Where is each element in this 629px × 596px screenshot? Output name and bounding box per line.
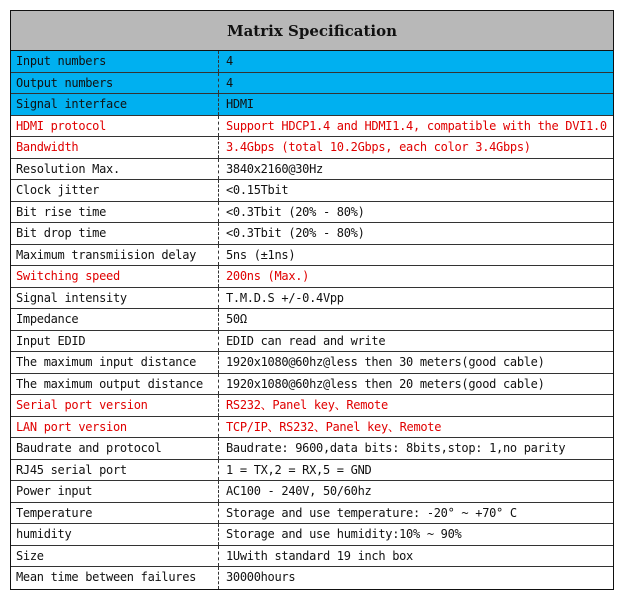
table-row: [11, 245, 613, 267]
spec-value-cell: 3.4Gbps (total 10.2Gbps, each color 3.4Gbps): [226, 140, 531, 154]
table-row: [11, 374, 613, 396]
table-row: [11, 503, 613, 525]
spec-name-cell: Switching speed: [11, 266, 219, 287]
table-row: [11, 51, 613, 73]
table-row: [11, 202, 613, 224]
table-body: [11, 51, 613, 589]
spec-name-cell: Bit rise time: [11, 202, 219, 223]
spec-name-cell: Temperature: [11, 503, 219, 524]
spec-value-cell: Storage and use humidity:10% ~ 90%: [226, 527, 462, 541]
spec-value-cell: <0.3Tbit (20% - 80%): [226, 204, 365, 219]
spec-value-cell: Storage and use temperature: -20° ~ +70° C: [226, 505, 517, 520]
table-row: [11, 116, 613, 138]
spec-name-cell: Maximum transmiision delay: [11, 245, 219, 266]
spec-name-cell: Input numbers: [11, 51, 219, 72]
spec-name-cell: humidity: [11, 524, 219, 545]
spec-name-cell: Size: [11, 546, 219, 567]
spec-value-cell: 4: [226, 75, 233, 90]
table-row: [11, 137, 613, 159]
table-row: [11, 94, 613, 116]
table-title: Matrix Specification: [11, 11, 613, 51]
spec-value-cell: HDMI: [226, 97, 254, 111]
spec-name-cell: HDMI protocol: [11, 116, 219, 137]
spec-name-cell: RJ45 serial port: [11, 460, 219, 481]
table-row: [11, 73, 613, 95]
specification-table: [10, 10, 614, 590]
table-row: [11, 331, 613, 353]
table-row: [11, 352, 613, 374]
spec-value-cell: Baudrate: 9600,data bits: 8bits,stop: 1,no parity: [226, 441, 566, 455]
table-row: [11, 524, 613, 546]
table-row: [11, 288, 613, 310]
spec-name-cell: Signal interface: [11, 94, 219, 115]
spec-value-cell: EDID can read and write: [226, 333, 386, 348]
table-row: [11, 180, 613, 202]
table-row: [11, 438, 613, 460]
table-row: [11, 417, 613, 439]
table-row: [11, 460, 613, 482]
table-row: [11, 223, 613, 245]
spec-value-cell: 5ns (±1ns): [226, 247, 296, 262]
spec-name-cell: Serial port version: [11, 395, 219, 416]
spec-value-cell: 200ns (Max.): [226, 269, 310, 283]
spec-name-cell: Signal intensity: [11, 288, 219, 309]
spec-name-cell: The maximum output distance: [11, 374, 219, 395]
spec-value-cell: 1920x1080@60hz@less then 30 meters(good cable): [226, 355, 545, 369]
spec-value-cell: T.M.D.S +/-0.4Vpp: [226, 290, 344, 305]
spec-name-cell: Bit drop time: [11, 223, 219, 244]
spec-value-cell: AC100 - 240V, 50/60hz: [226, 484, 372, 498]
table-row: [11, 567, 613, 589]
spec-value-cell: 50Ω: [226, 312, 247, 326]
spec-name-cell: Impedance: [11, 309, 219, 330]
spec-value-cell: 1920x1080@60hz@less then 20 meters(good cable): [226, 376, 545, 391]
spec-value-cell: 1Uwith standard 19 inch box: [226, 548, 413, 563]
table-row: [11, 481, 613, 503]
spec-value-cell: Support HDCP1.4 and HDMI1.4, compatible with the DVI1.0: [226, 118, 607, 133]
spec-name-cell: Resolution Max.: [11, 159, 219, 180]
spec-name-cell: Power input: [11, 481, 219, 502]
spec-name-cell: Output numbers: [11, 73, 219, 94]
spec-value-cell: 3840x2160@30Hz: [226, 161, 323, 176]
spec-value-cell: <0.3Tbit (20% - 80%): [226, 226, 365, 240]
table-row: [11, 266, 613, 288]
spec-name-cell: LAN port version: [11, 417, 219, 438]
spec-value-cell: 1 = TX,2 = RX,5 = GND: [226, 462, 372, 477]
spec-value-cell: TCP/IP、RS232、Panel key、Remote: [226, 419, 442, 434]
spec-name-cell: Bandwidth: [11, 137, 219, 158]
spec-name-cell: Clock jitter: [11, 180, 219, 201]
spec-name-cell: Mean time between failures: [11, 567, 219, 589]
table-row: [11, 546, 613, 568]
table-row: [11, 159, 613, 181]
spec-name-cell: Input EDID: [11, 331, 219, 352]
spec-value-cell: <0.15Tbit: [226, 183, 289, 197]
table-row: [11, 309, 613, 331]
table-row: [11, 395, 613, 417]
spec-name-cell: Baudrate and protocol: [11, 438, 219, 459]
spec-value-cell: 4: [226, 54, 233, 68]
spec-name-cell: The maximum input distance: [11, 352, 219, 373]
spec-value-cell: 30000hours: [226, 570, 296, 584]
spec-value-cell: RS232、Panel key、Remote: [226, 398, 388, 412]
